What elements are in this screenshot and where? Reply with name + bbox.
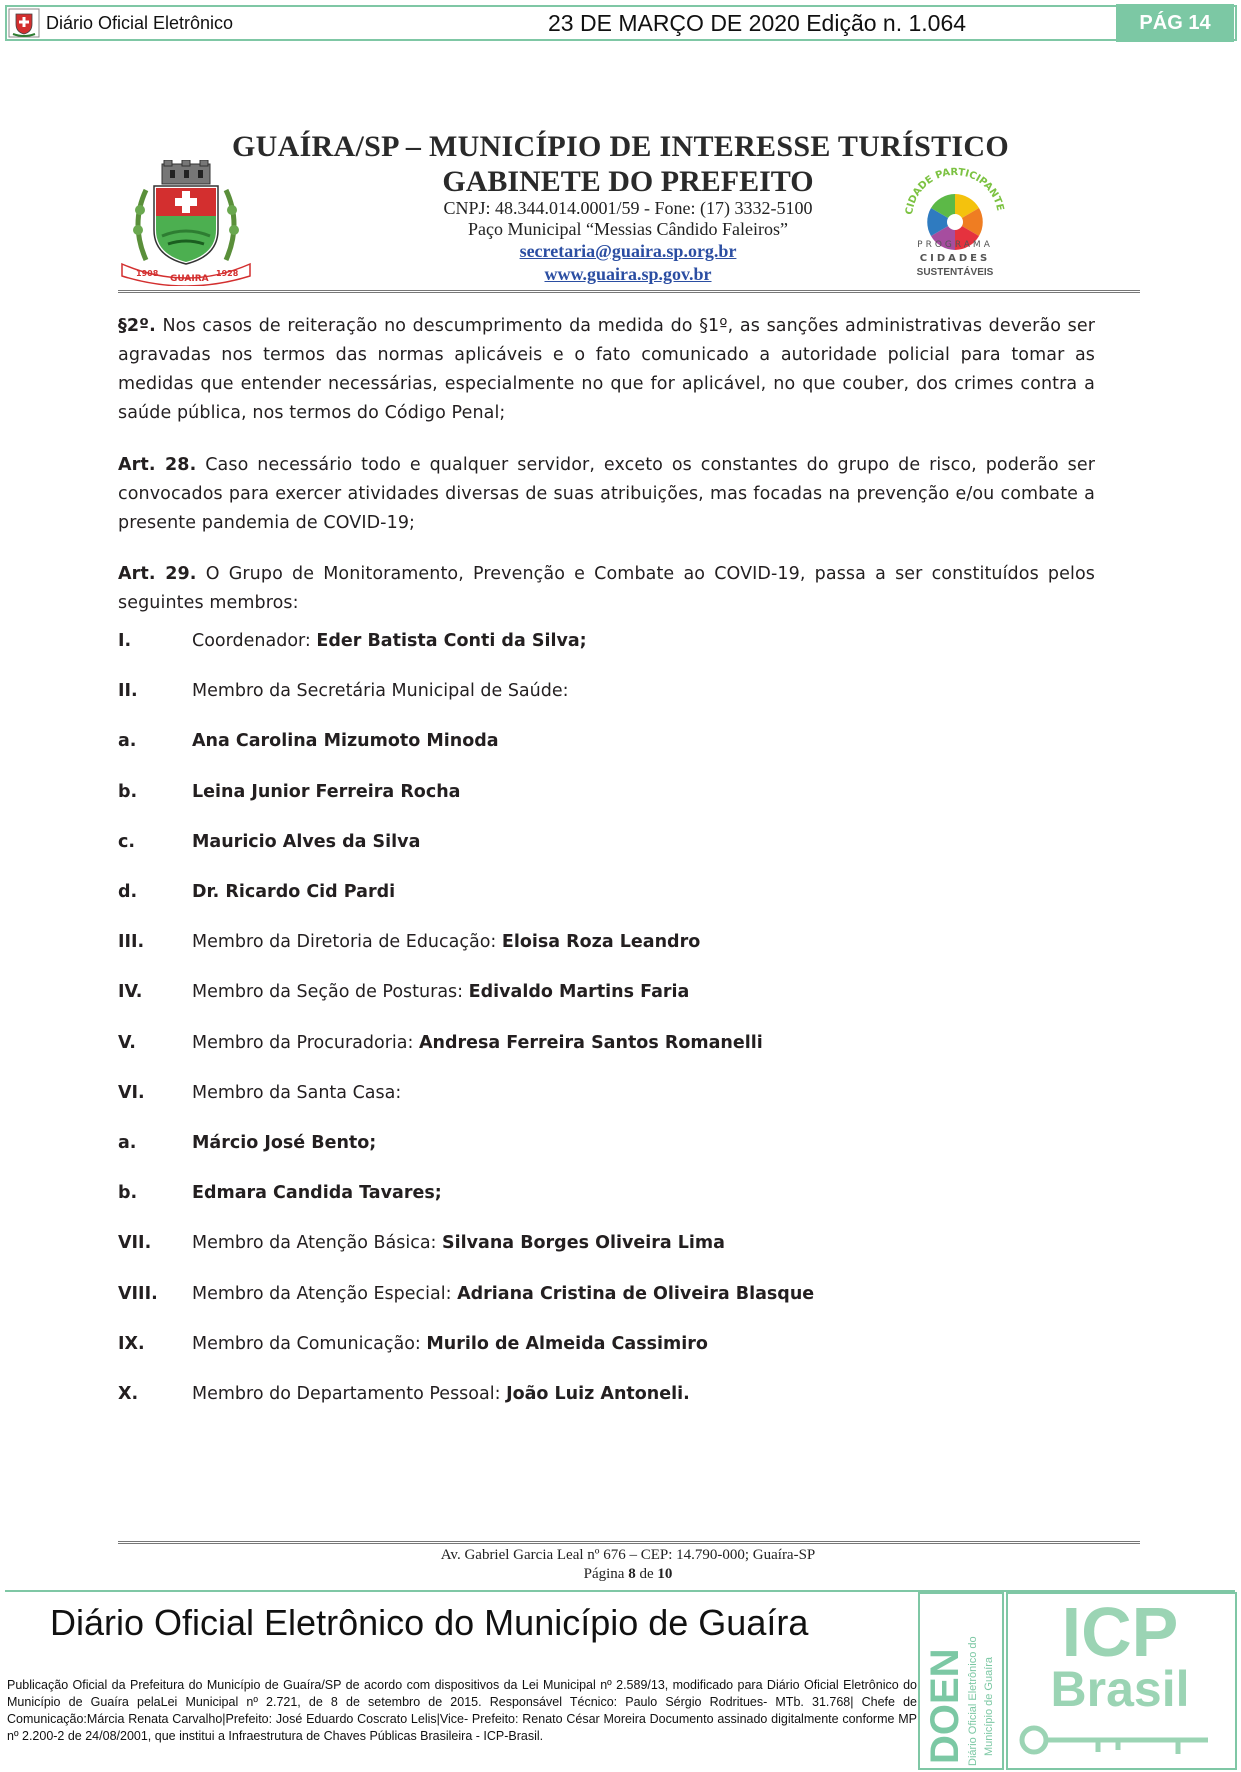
article-29 — [118, 560, 1095, 618]
list-item-number: a. — [118, 731, 137, 751]
letterhead-title: GUAÍRA/SP – MUNICÍPIO DE INTERESSE TURÍSTICO — [232, 130, 1009, 163]
icp-brasil-logo-icon — [1008, 1594, 1235, 1768]
paragraph-2-label: §2º. — [118, 316, 156, 336]
paragraph-2-text: Nos casos de reiteração no descumprimento da medida do §1º, as sanções administrativas deverão ser agravadas nos termos das normas aplicáveis e o fato comunicado a autoridade policial para tomar as medidas que entender necessárias, especialmente no que for aplicável, no que couber, dos crimes contra a saúde pública, nos termos do Código Penal; — [118, 316, 1095, 423]
page-prefix: Página — [583, 1566, 629, 1582]
list-item-member-name: Edivaldo Martins Faria — [468, 982, 690, 1002]
header-date-edition: 23 DE MARÇO DE 2020 Edição n. 1.064 — [548, 10, 967, 36]
paragraph-2 — [118, 312, 1095, 428]
list-item-number: IV. — [118, 982, 143, 1002]
cidades-label: CIDADES — [919, 253, 991, 264]
letterhead-divider — [118, 290, 1140, 293]
list-item-number: VIII. — [118, 1284, 158, 1304]
footer-divider — [118, 1541, 1140, 1544]
letterhead-email-link[interactable]: secretaria@guaira.sp.org.br — [519, 241, 737, 261]
article-28-text: Caso necessário todo e qualquer servidor, exceto os constantes do grupo de risco, poderão ser convocados para exercer atividades diversas de suas atribuições, mas focadas na prevenção e/ou combate a presente pandemia de COVID-19; — [118, 455, 1095, 533]
article-29-label: Art. 29. — [118, 564, 197, 584]
article-29-text: O Grupo de Monitoramento, Prevenção e Combate ao COVID-19, passa a ser constituídos pelos seguintes membros: — [118, 564, 1095, 613]
list-item-role: Membro da Secretária Municipal de Saúde: — [192, 681, 569, 701]
icp-text: ICP — [1061, 1594, 1179, 1671]
crest-year-left: 1908 — [136, 269, 159, 278]
list-item-member-name: Ana Carolina Mizumoto Minoda — [192, 731, 499, 751]
list-item — [192, 1284, 814, 1304]
header-left-title: Diário Oficial Eletrônico — [46, 13, 234, 33]
list-item — [192, 832, 420, 852]
list-item-number: II. — [118, 681, 138, 701]
list-item-number: V. — [118, 1033, 136, 1053]
list-item-role: Membro da Comunicação: — [192, 1334, 427, 1354]
list-item-member-name: Andresa Ferreira Santos Romanelli — [418, 1033, 763, 1053]
list-item-role: Membro da Procuradoria: — [192, 1033, 419, 1053]
list-item — [192, 1083, 401, 1103]
doen-side-text — [960, 1592, 1004, 1770]
list-item-number: b. — [118, 1183, 138, 1203]
cidade-participante-arc-text: CIDADE PARTICIPANTE — [904, 166, 1006, 216]
list-item-role: Membro da Seção de Posturas: — [192, 982, 469, 1002]
brasil-text: Brasil — [1050, 1661, 1190, 1717]
list-item-role: Membro da Atenção Básica: — [192, 1233, 443, 1253]
page-total: 10 — [657, 1566, 673, 1582]
list-item-member-name: Dr. Ricardo Cid Pardi — [192, 882, 396, 902]
list-item-member-name: Leina Junior Ferreira Rocha — [192, 782, 461, 802]
list-item — [192, 1233, 725, 1253]
list-item-role: Membro do Departamento Pessoal: — [192, 1384, 507, 1404]
list-item-number: d. — [118, 882, 138, 902]
doen-side-line-1: Diário Oficial Eletrônico do — [967, 1636, 979, 1766]
list-item-member-name: Mauricio Alves da Silva — [192, 832, 421, 852]
list-item — [192, 1183, 442, 1203]
list-item-member-name: Murilo de Almeida Cassimiro — [426, 1334, 708, 1354]
list-item-number: IX. — [118, 1334, 145, 1354]
list-item-member-name: Silvana Borges Oliveira Lima — [442, 1233, 725, 1253]
list-item-number: VI. — [118, 1083, 145, 1103]
city-crest-icon — [8, 8, 40, 38]
list-item — [192, 882, 395, 902]
list-item — [192, 1384, 690, 1404]
list-item-member-name: Edmara Candida Tavares; — [192, 1183, 442, 1203]
programa-label: PROGRAMA — [917, 240, 993, 250]
list-item — [192, 1033, 763, 1053]
list-item-number: b. — [118, 782, 138, 802]
list-item-number: a. — [118, 1133, 137, 1153]
list-item-number: c. — [118, 832, 136, 852]
list-item-number: VII. — [118, 1233, 152, 1253]
icp-brasil-box — [1006, 1592, 1237, 1770]
article-28 — [118, 451, 1095, 538]
doen-side-line-2: Município de Guaíra — [983, 1656, 995, 1756]
letterhead-address: Paço Municipal “Messias Cândido Faleiros” — [468, 219, 788, 239]
list-item — [192, 982, 689, 1002]
list-item-member-name: Márcio José Bento; — [192, 1133, 377, 1153]
sustentaveis-label: SUSTENTÁVEIS — [916, 267, 994, 278]
list-item-member-name: Eloisa Roza Leandro — [501, 932, 701, 952]
list-item-member-name: Adriana Cristina de Oliveira Blasque — [457, 1284, 815, 1304]
list-item-role: Coordenador: — [192, 631, 317, 651]
list-item — [192, 731, 499, 751]
letterhead-subtitle: GABINETE DO PREFEITO — [442, 165, 814, 198]
letterhead-website-link[interactable]: www.guaira.sp.gov.br — [544, 264, 712, 284]
list-item-role: Membro da Atenção Especial: — [192, 1284, 458, 1304]
page-mid: de — [635, 1566, 658, 1582]
page-number-badge: PÁG 14 — [1116, 4, 1234, 42]
list-item-number: I. — [118, 631, 132, 651]
doen-word-text: DOEN — [923, 1648, 967, 1764]
footer-address: Av. Gabriel Garcia Leal nº 676 – CEP: 14.790-000; Guaíra-SP — [440, 1547, 816, 1563]
list-item-member-name: Eder Batista Conti da Silva; — [316, 631, 587, 651]
list-item — [192, 681, 569, 701]
key-icon — [1022, 1728, 1208, 1754]
list-item — [192, 1334, 708, 1354]
page-current: 8 — [628, 1566, 636, 1582]
letterhead-cnpj: CNPJ: 48.344.014.0001/59 - Fone: (17) 3332-5100 — [443, 198, 813, 218]
article-28-label: Art. 28. — [118, 455, 197, 475]
list-item — [192, 932, 700, 952]
list-item-number: III. — [118, 932, 145, 952]
footer-page-count — [0, 1566, 1241, 1583]
list-item — [192, 782, 460, 802]
list-item-member-name: João Luiz Antoneli. — [506, 1384, 690, 1404]
crest-name: GUAIRA — [170, 274, 209, 284]
list-item-number: X. — [118, 1384, 139, 1404]
list-item-role: Membro da Diretoria de Educação: — [192, 932, 502, 952]
publication-info: Publicação Oficial da Prefeitura do Município de Guaíra/SP de acordo com dispositivos da Lei Municipal nº 2.589/13, modificado para Diário Oficial Eletrônico do Município de Guaíra pelaLei Municipal nº 2.721, de 8 de setembro de 2015. Responsável Técnico: Paulo Sérgio Rodritues- MTb. 31.768| Chefe de Comunicação:Márcia Renata Carvalho|Prefeito: José Eduardo Coscrato Lelis|Vice- Prefeito: Renato César Moreira Documento assinado digitalmente conforme MP nº 2.200-2 de 24/08/2001, que institui a Infraestrutura de Chaves Públicas Brasileira - ICP-Brasil. — [7, 1678, 917, 1743]
list-item — [192, 1133, 376, 1153]
bottom-banner-title: Diário Oficial Eletrônico do Município de Guaíra — [50, 1602, 809, 1643]
crest-year-right: 1928 — [216, 269, 239, 278]
list-item-role: Membro da Santa Casa: — [192, 1083, 402, 1103]
list-item — [192, 631, 587, 651]
